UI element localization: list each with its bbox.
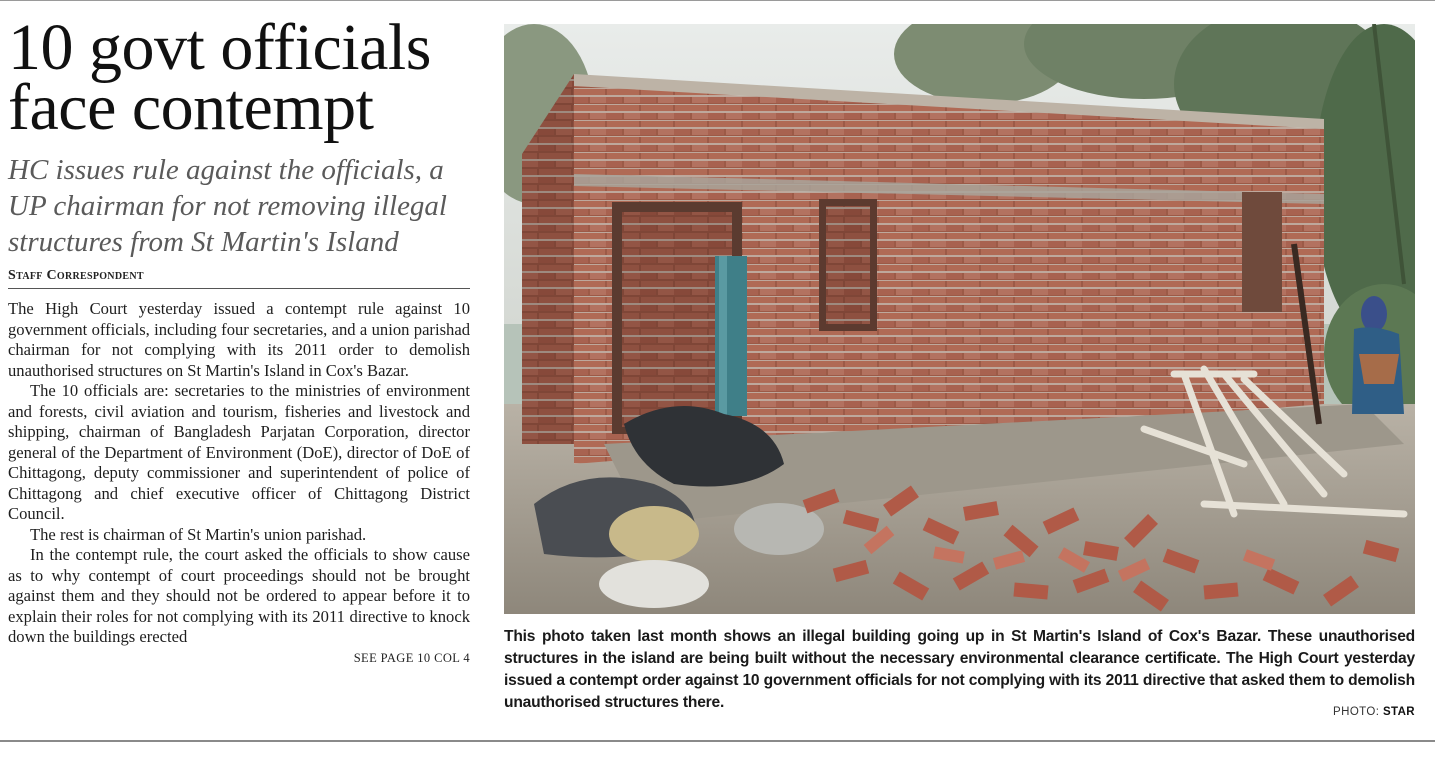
headline: 10 govt officials face contempt	[8, 11, 431, 144]
photo-caption: This photo taken last month shows an illegal building going up in St Martin's Island of Cox's Bazar. These unauthorised structures in the island are being built without the necessary environmental clearance certificate. The High Court yesterday issued a contempt order against 10 government officials for not complying with its 2011 directive that asked them to demolish unauthorised structures there.	[504, 628, 1415, 711]
building-photo-illustration	[504, 24, 1415, 614]
bottom-rule	[0, 740, 1435, 742]
continuation-jump: SEE PAGE 10 COL 4	[353, 650, 470, 665]
paragraph: The High Court yesterday issued a contempt rule against 10 government officials, including four secretaries, and a union parishad chairman for not complying with its 2011 order to demolish unauthorised structures on St Martin's Island in Cox's Bazar.	[8, 299, 470, 380]
paragraph: The 10 officials are: secretaries to the ministries of environment and forests, civil aviation and tourism, fisheries and livestock and shipping, chairman of Bangladesh Parjatan Corporation, director general of the Department of Environment (DoE), director of DoE of Chittagong, deputy commissioner and superintendent of police of Chittagong and chief executive officer of Chittagong District Council.	[8, 381, 470, 523]
deck-subheadline: HC issues rule against the officials, a UP chairman for not removing illegal structures from St Martin's Island	[8, 154, 447, 258]
paragraph: The rest is chairman of St Martin's union parishad.	[30, 524, 367, 544]
photo-credit-label: PHOTO:	[1333, 706, 1380, 718]
top-rule	[0, 0, 1435, 1]
news-photo	[504, 24, 1415, 614]
article-body	[8, 299, 470, 648]
photo-credit-source: STAR	[1382, 706, 1415, 718]
photo-credit	[1333, 706, 1415, 718]
article-column	[8, 11, 470, 666]
byline: Staff Correspondent	[8, 268, 470, 289]
paragraph: In the contempt rule, the court asked the officials to show cause as to why contempt of court proceedings should not be brought against them and they should not be ordered to appear before it to explain their roles for not complying with its 2011 directive to knock down the buildings erected	[8, 545, 470, 646]
